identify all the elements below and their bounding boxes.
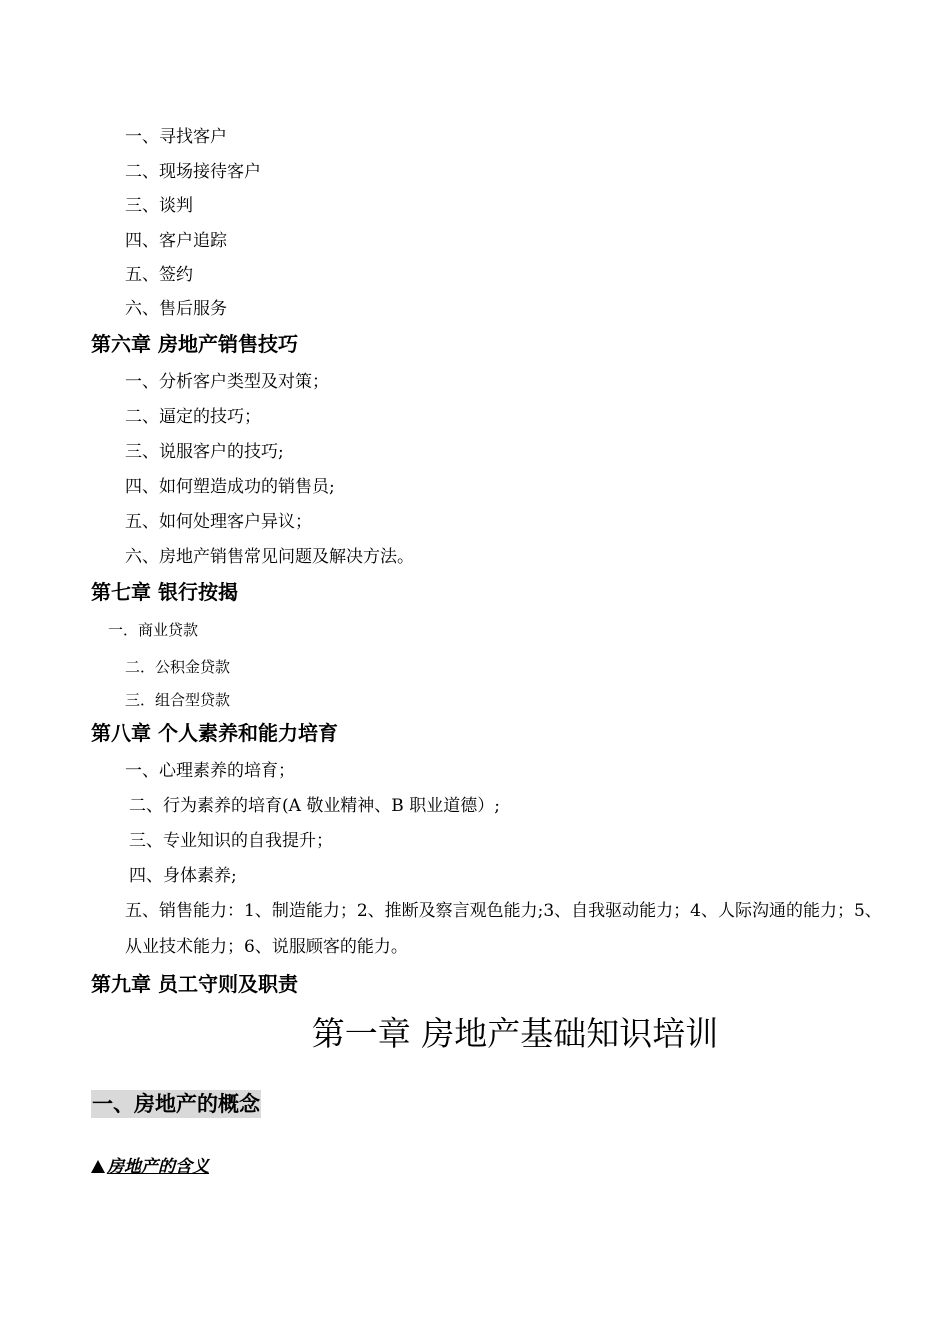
list-item: 三、说服客户的技巧; <box>125 442 284 462</box>
list-item: 四、身体素养; <box>129 866 237 886</box>
list-item: 二、现场接待客户 <box>125 162 261 182</box>
list-item: 一、分析客户类型及对策； <box>125 372 329 392</box>
chapter-heading: 第六章 房地产销售技巧 <box>91 332 298 356</box>
chapter-heading: 第九章 员工守则及职责 <box>91 972 298 996</box>
list-item: 五、销售能力：1、制造能力；2、推断及察言观色能力;3、自我驱动能力；4、人际沟通的能力；5、从业技术能力；6、说服顾客的能力。 <box>125 901 882 957</box>
list-item: 三、谈判 <box>125 196 193 216</box>
list-item: 五、签约 <box>125 265 193 285</box>
list-item: 一、寻找客户 <box>125 127 227 147</box>
section-heading: 一、房地产的概念 <box>92 1092 260 1116</box>
list-item: 五、如何处理客户异议； <box>125 512 312 532</box>
list-item: 三．组合型贷款 <box>125 691 231 709</box>
list-item: 三、专业知识的自我提升； <box>129 831 333 851</box>
subsection-label: 房地产的含义 <box>107 1157 209 1177</box>
list-item: 六、售后服务 <box>125 299 227 319</box>
list-item: 四、客户追踪 <box>125 231 227 251</box>
list-item: 四、如何塑造成功的销售员; <box>125 477 335 497</box>
page-title: 第一章 房地产基础知识培训 <box>311 1014 719 1053</box>
list-item: 一、心理素养的培育； <box>125 761 295 781</box>
chapter-heading: 第八章 个人素养和能力培育 <box>91 721 338 745</box>
list-item: 一．商业贷款 <box>108 621 199 639</box>
subsection-heading <box>91 1156 209 1178</box>
list-item: 二、行为素养的培育(A 敬业精神、B 职业道德）; <box>129 796 500 816</box>
list-item: 二．公积金贷款 <box>125 658 231 676</box>
triangle-bullet-icon <box>91 1160 105 1173</box>
list-item: 二、逼定的技巧； <box>125 407 261 427</box>
chapter-heading: 第七章 银行按揭 <box>91 580 238 604</box>
list-item: 六、房地产销售常见问题及解决方法。 <box>125 547 414 567</box>
